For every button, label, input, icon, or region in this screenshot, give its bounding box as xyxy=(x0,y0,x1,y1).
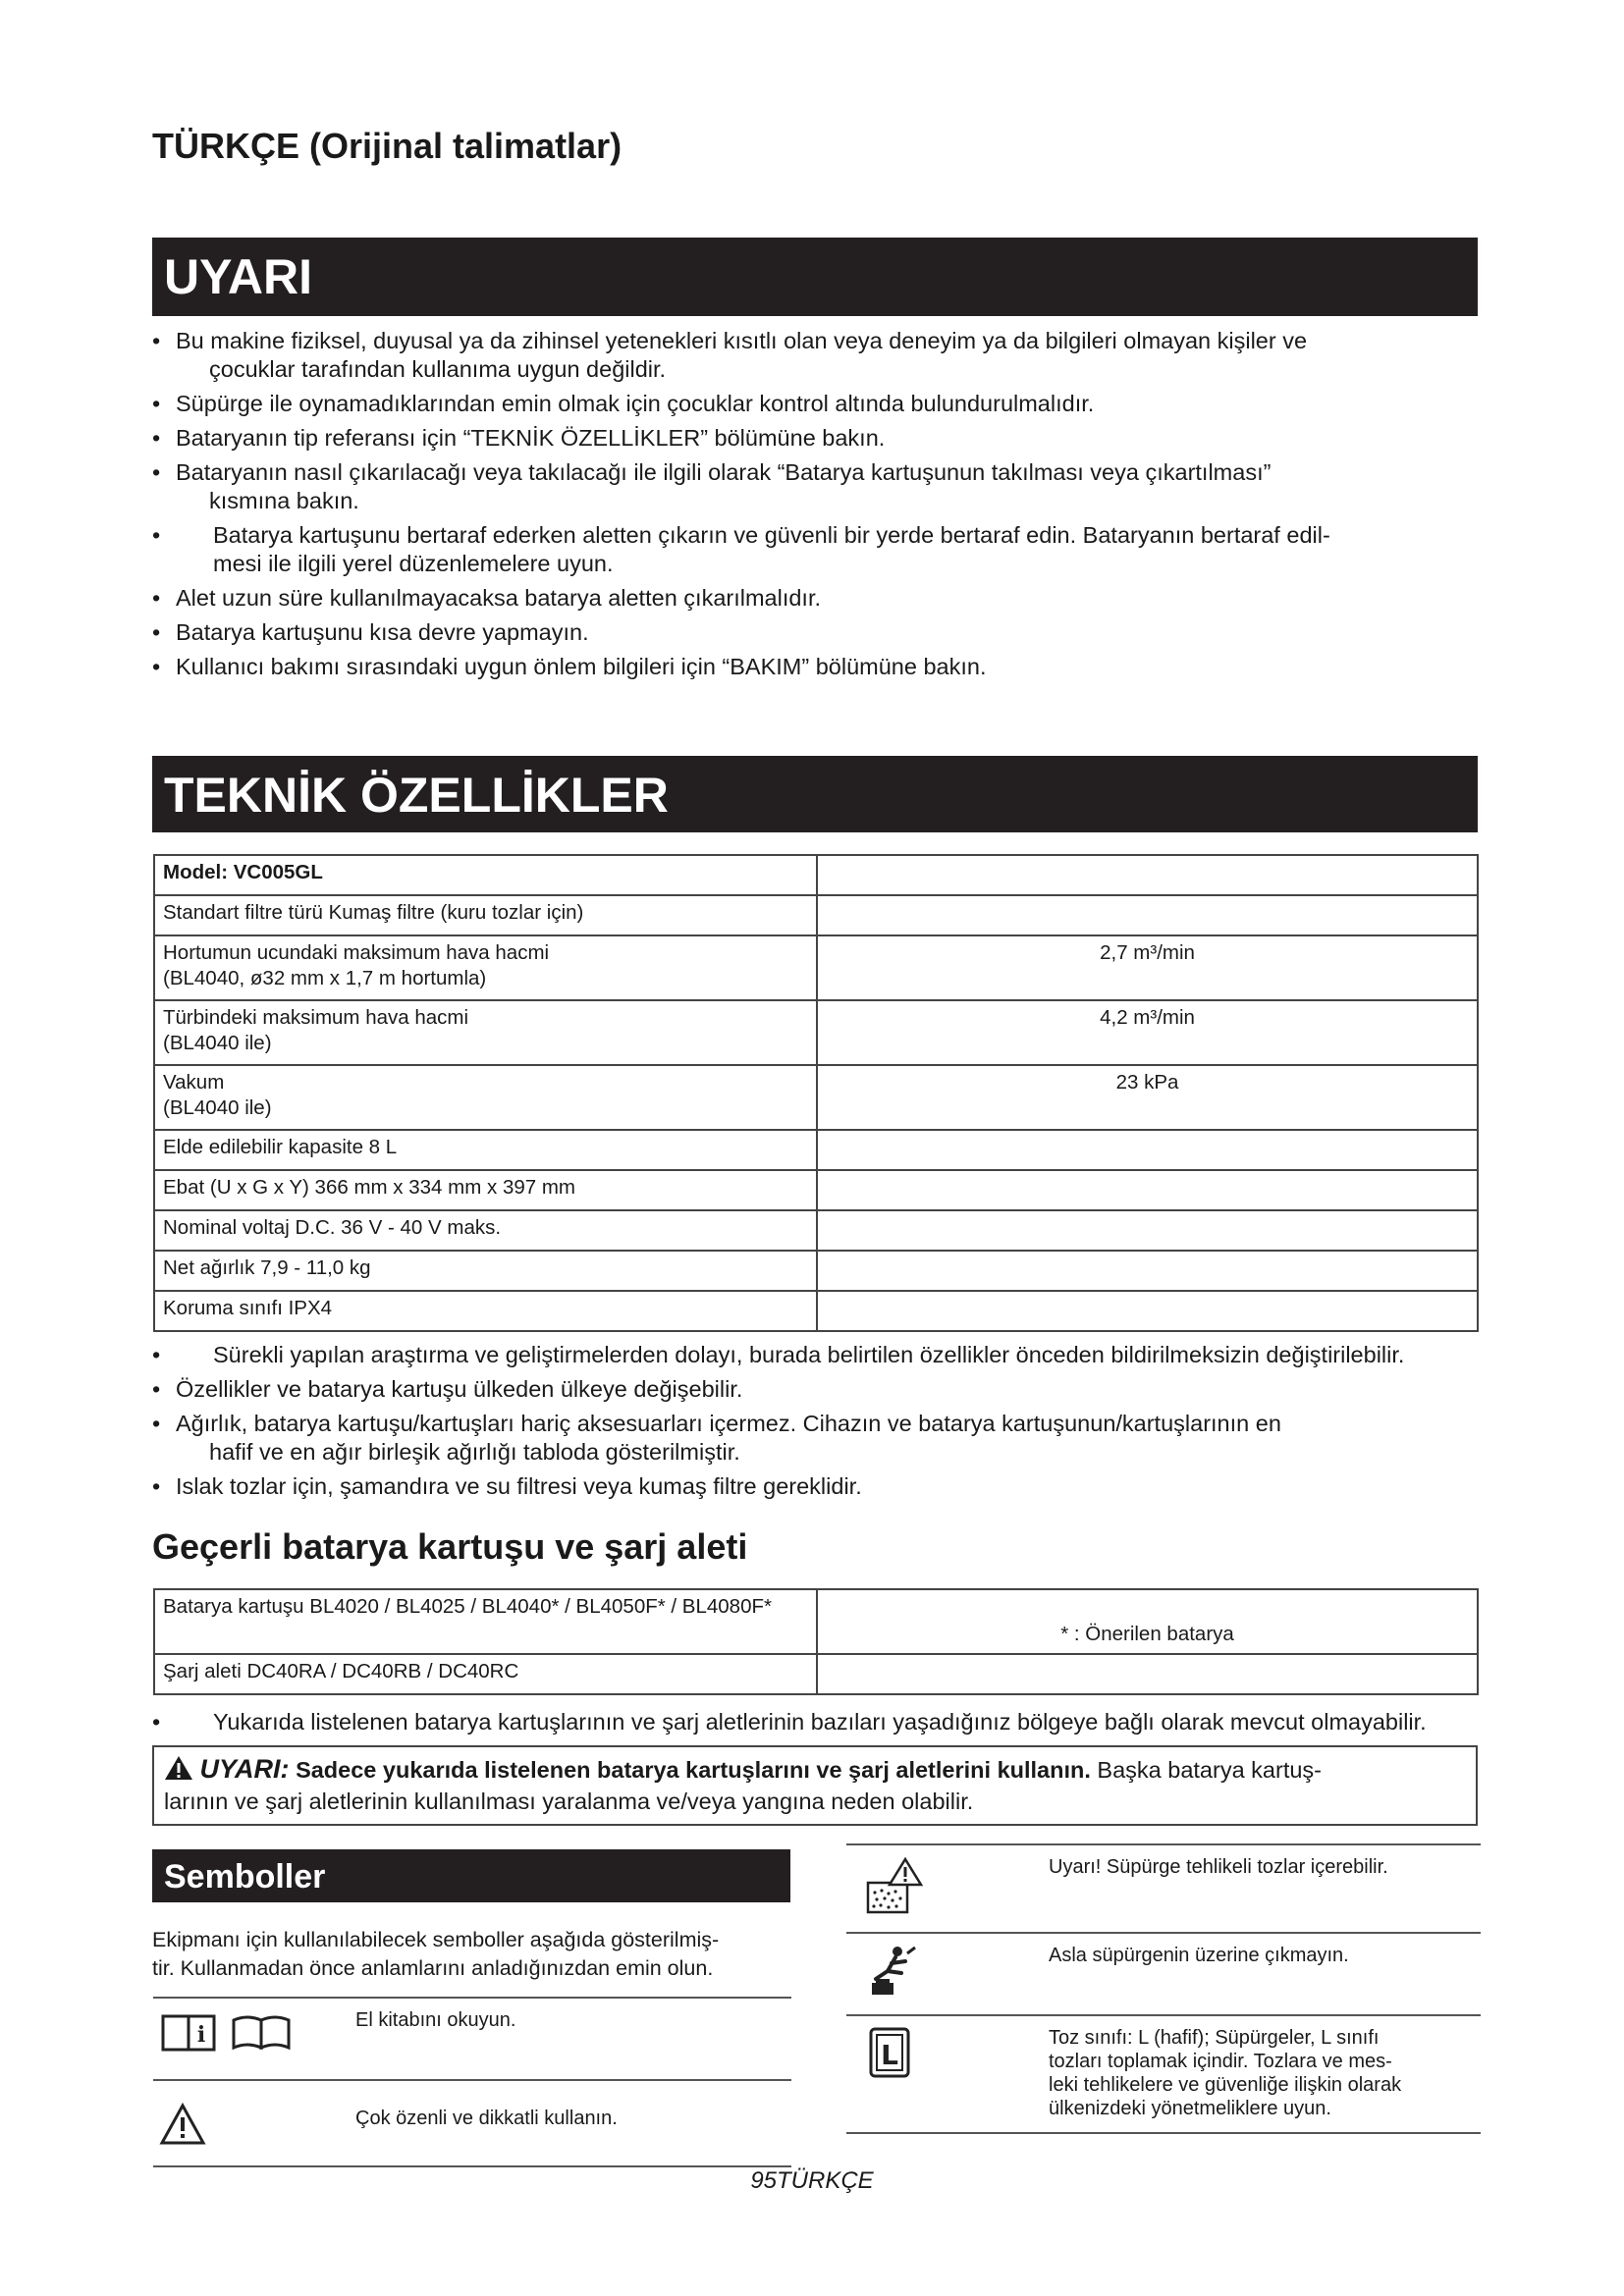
footer-lang: TÜRKÇE xyxy=(777,2167,874,2194)
table-row xyxy=(846,2015,1481,2133)
table-row xyxy=(154,895,1478,935)
page-number: 95 xyxy=(750,2167,778,2194)
spec-value xyxy=(817,1210,1478,1251)
dust-class-l-icon xyxy=(846,2015,1043,2133)
list-item: • Yukarıda listelenen batarya kartuşlarının ve şarj aletlerinin bazıları yaşadığınız bölgeye bağlı olarak mevcut olmayabilir. xyxy=(152,1708,1478,1736)
table-row xyxy=(154,1065,1478,1130)
spec-value: 2,7 m³/min xyxy=(817,935,1478,1000)
battery-value: * : Önerilen batarya xyxy=(817,1589,1478,1654)
spec-value xyxy=(817,1170,1478,1210)
symbol-text: Çok özenli ve dikkatli kullanın. xyxy=(350,2080,791,2166)
list-item: • Batarya kartuşunu bertaraf ederken aletten çıkarın ve güvenli bir yerde bertaraf edin. Bataryanın bertaraf edil- mesi ile ilgili yerel düzenlemelere uyun. xyxy=(152,521,1478,578)
table-row xyxy=(154,855,1478,895)
list-item: • Islak tozlar için, şamandıra ve su filtresi veya kumaş filtre gereklidir. xyxy=(152,1472,1478,1501)
spec-value xyxy=(817,1251,1478,1291)
table-row xyxy=(153,2080,791,2166)
no-stepping-icon xyxy=(846,1933,1043,2015)
symbols-right-table xyxy=(846,1843,1481,2134)
table-row xyxy=(154,1251,1478,1291)
symbol-text: Toz sınıfı: L (hafif); Süpürgeler, L sınıfı tozları toplamak içindir. Tozlara ve mes- leki tehlikelere ve güvenliğe ilişkin olarak ülkenizdeki yönetmeliklere uyun. xyxy=(1043,2015,1481,2133)
specs-table xyxy=(153,854,1479,1332)
table-row xyxy=(154,1654,1478,1694)
warning-label: UYARI: xyxy=(199,1754,290,1784)
table-row xyxy=(154,1589,1478,1654)
page-footer xyxy=(0,2167,1624,2195)
list-item: • Süpürge ile oynamadıklarından emin olmak için çocuklar kontrol altında bulundurulmalıdır. xyxy=(152,390,1478,418)
list-item: • Bataryanın nasıl çıkarılacağı veya takılacağı ile ilgili olarak “Batarya kartuşunun takılması veya çıkartılması” kısmına bakın. xyxy=(152,458,1478,515)
spec-value xyxy=(817,1130,1478,1170)
spec-label: Elde edilebilir kapasite 8 L xyxy=(154,1130,817,1170)
svg-text:L: L xyxy=(881,2039,898,2071)
table-row xyxy=(154,1291,1478,1331)
spec-label: Nominal voltaj D.C. 36 V - 40 V maks. xyxy=(154,1210,817,1251)
warning-bold-text: Sadece yukarıda listelenen batarya kartuşlarını ve şarj aletlerini kullanın. xyxy=(296,1757,1091,1783)
symbols-left-table xyxy=(153,1997,791,2167)
battery-heading: Geçerli batarya kartuşu ve şarj aleti xyxy=(152,1526,748,1567)
list-item: • Ağırlık, batarya kartuşu/kartuşları hariç aksesuarları içermez. Cihazın ve batarya kartuşunun/kartuşlarının en hafif ve en ağır birleşik ağırlığı tabloda gösterilmiştir. xyxy=(152,1410,1478,1467)
symbols-intro: Ekipmanı için kullanılabilecek semboller aşağıda gösterilmiş- tir. Kullanmadan önce anlamlarını anladığınızdan emin olun. xyxy=(152,1928,720,1980)
caution-triangle-icon xyxy=(153,2080,350,2166)
spec-label: Model: VC005GL xyxy=(154,855,817,895)
spec-label: Hortumun ucundaki maksimum hava hacmi (BL4040, ø32 mm x 1,7 m hortumla) xyxy=(154,935,817,1000)
table-row xyxy=(153,1998,791,2080)
symbol-text: Uyarı! Süpürge tehlikeli tozlar içerebilir. xyxy=(1043,1844,1481,1933)
specs-notes xyxy=(152,1341,1478,1507)
battery-warning-box xyxy=(152,1745,1478,1826)
list-item: • Bataryanın tip referansı için “TEKNİK ÖZELLİKLER” bölümüne bakın. xyxy=(152,424,1478,453)
spec-value xyxy=(817,1291,1478,1331)
table-row xyxy=(154,1000,1478,1065)
page-title: TÜRKÇE (Orijinal talimatlar) xyxy=(152,126,623,166)
list-item: • Batarya kartuşunu kısa devre yapmayın. xyxy=(152,618,1478,647)
warning-icon xyxy=(164,1757,200,1783)
table-row xyxy=(154,935,1478,1000)
spec-label: Net ağırlık 7,9 - 11,0 kg xyxy=(154,1251,817,1291)
spec-label: Koruma sınıfı IPX4 xyxy=(154,1291,817,1331)
table-row xyxy=(154,1210,1478,1251)
warning-text: Başka batarya kartuş- xyxy=(1097,1757,1322,1783)
list-item: • Sürekli yapılan araştırma ve geliştirmelerden dolayı, burada belirtilen özellikler önceden bildirilmeksizin değiştirilebilir. xyxy=(152,1341,1478,1369)
warning-text: larının ve şarj aletlerinin kullanılması yaralanma ve/veya yangına neden olabilir. xyxy=(164,1789,974,1814)
spec-label: Standart filtre türü Kumaş filtre (kuru tozlar için) xyxy=(154,895,817,935)
symbol-text: Asla süpürgenin üzerine çıkmayın. xyxy=(1043,1933,1481,2015)
table-row xyxy=(846,1844,1481,1933)
list-item: • Bu makine fiziksel, duyusal ya da zihinsel yetenekleri kısıtlı olan veya deneyim ya da bilgileri olmayan kişiler ve çocuklar tarafından kullanıma uygun değildir. xyxy=(152,327,1478,384)
specs-heading: TEKNİK ÖZELLİKLER xyxy=(152,756,1478,832)
hazardous-dust-icon xyxy=(846,1844,1043,1933)
spec-label: Ebat (U x G x Y) 366 mm x 334 mm x 397 mm xyxy=(154,1170,817,1210)
table-row xyxy=(154,1130,1478,1170)
warning-list xyxy=(152,327,1478,687)
charger-label: Şarj aleti DC40RA / DC40RB / DC40RC xyxy=(154,1654,817,1694)
spec-label: Türbindeki maksimum hava hacmi (BL4040 ile) xyxy=(154,1000,817,1065)
read-manual-icon xyxy=(153,1998,350,2080)
symbols-heading: Semboller xyxy=(152,1849,790,1902)
spec-value: 4,2 m³/min xyxy=(817,1000,1478,1065)
warning-heading: UYARI xyxy=(152,238,1478,316)
list-item: • Alet uzun süre kullanılmayacaksa batarya aletten çıkarılmalıdır. xyxy=(152,584,1478,613)
list-item: • Kullanıcı bakımı sırasındaki uygun önlem bilgileri için “BAKIM” bölümüne bakın. xyxy=(152,653,1478,681)
spec-value: 23 kPa xyxy=(817,1065,1478,1130)
battery-label: Batarya kartuşu BL4020 / BL4025 / BL4040* / BL4050F* / BL4080F* xyxy=(154,1589,817,1654)
battery-table xyxy=(153,1588,1479,1695)
spec-value xyxy=(817,895,1478,935)
table-row xyxy=(846,1933,1481,2015)
charger-value xyxy=(817,1654,1478,1694)
table-row xyxy=(154,1170,1478,1210)
list-item: • Özellikler ve batarya kartuşu ülkeden ülkeye değişebilir. xyxy=(152,1375,1478,1404)
symbol-text: El kitabını okuyun. xyxy=(350,1998,791,2080)
spec-value xyxy=(817,855,1478,895)
svg-text:i: i xyxy=(196,2022,206,2048)
spec-label: Vakum (BL4040 ile) xyxy=(154,1065,817,1130)
battery-notes xyxy=(152,1708,1478,1742)
